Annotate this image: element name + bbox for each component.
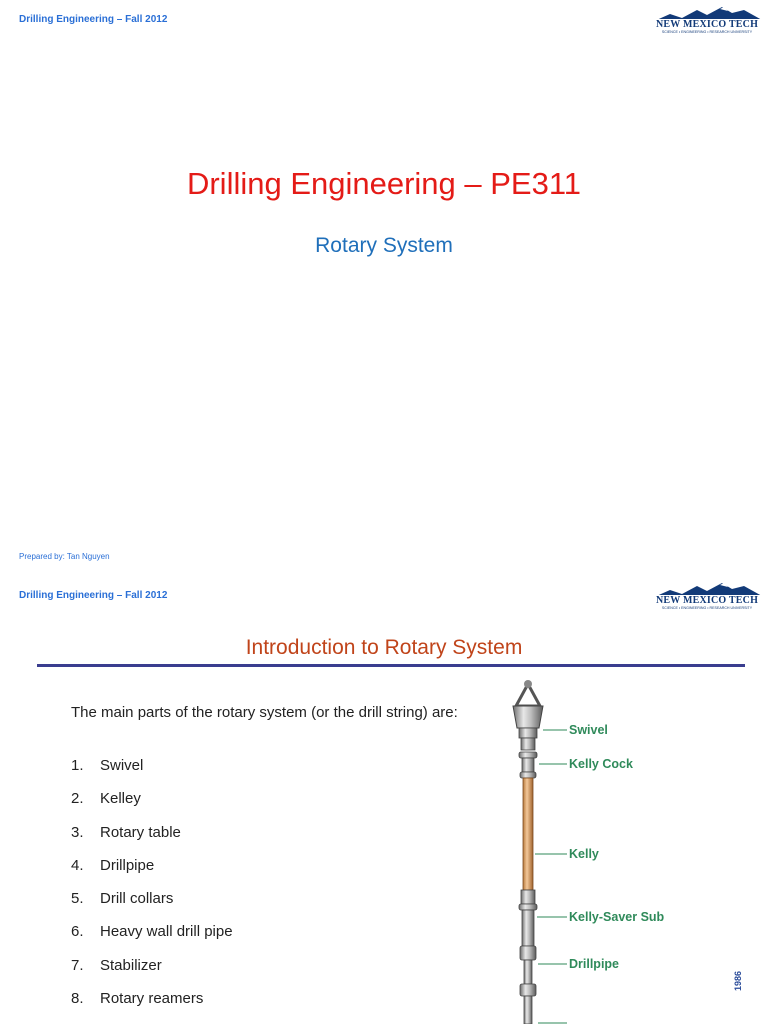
- new-mexico-tech-logo: [652, 582, 762, 612]
- parts-list: [71, 757, 233, 1023]
- logo-name: NEW MEXICO TECH: [652, 19, 762, 30]
- list-item: 4. Drillpipe: [71, 856, 155, 874]
- label-drillpipe: Drillpipe: [569, 957, 620, 971]
- main-title: Drilling Engineering – PE311: [186, 166, 582, 201]
- logo-tagline: SCIENCE • ENGINEERING • RESEARCH UNIVERSITY: [661, 606, 753, 610]
- slide-title: Introduction to Rotary System: [245, 636, 523, 659]
- label-swivel: Swivel: [569, 723, 608, 737]
- label-kelly-saver-sub: Kelly-Saver Sub: [569, 910, 665, 924]
- course-header: Drilling Engineering – Fall 2012: [19, 14, 168, 25]
- intro-slide: [0, 576, 768, 1024]
- copyright-year: 1986: [733, 970, 743, 991]
- intro-text: The main parts of the rotary system (or the drill string) are:: [71, 704, 458, 721]
- list-item: 6. Heavy wall drill pipe: [71, 923, 233, 941]
- list-item: 8. Rotary reamers: [71, 990, 204, 1008]
- list-item: 1. Swivel: [71, 757, 144, 774]
- logo-tagline: SCIENCE • ENGINEERING • RESEARCH UNIVERSITY: [661, 30, 753, 34]
- new-mexico-tech-logo: [652, 6, 762, 36]
- subtitle: Rotary System: [315, 234, 453, 257]
- title-divider: [37, 664, 745, 667]
- list-item: 3. Rotary table: [71, 823, 181, 841]
- drill-string-diagram: [495, 676, 755, 1024]
- logo-name: NEW MEXICO TECH: [652, 595, 762, 606]
- diagram-leaders: [535, 730, 567, 1023]
- kelly-cock-part: [519, 752, 537, 778]
- kelly-part: [523, 778, 533, 890]
- course-header: Drilling Engineering – Fall 2012: [19, 590, 168, 601]
- drillpipe-part: [520, 946, 536, 1024]
- list-item: 7. Stabilizer: [71, 956, 162, 974]
- prepared-by: Prepared by: Tan Nguyen: [19, 552, 110, 561]
- swivel-part: [513, 680, 543, 750]
- label-kelly: Kelly: [569, 847, 599, 861]
- list-item: 2. Kelley: [71, 790, 141, 808]
- list-item: 5. Drill collars: [71, 890, 174, 908]
- kelly-saver-sub-part: [519, 890, 537, 946]
- label-kelly-cock: Kelly Cock: [569, 757, 633, 771]
